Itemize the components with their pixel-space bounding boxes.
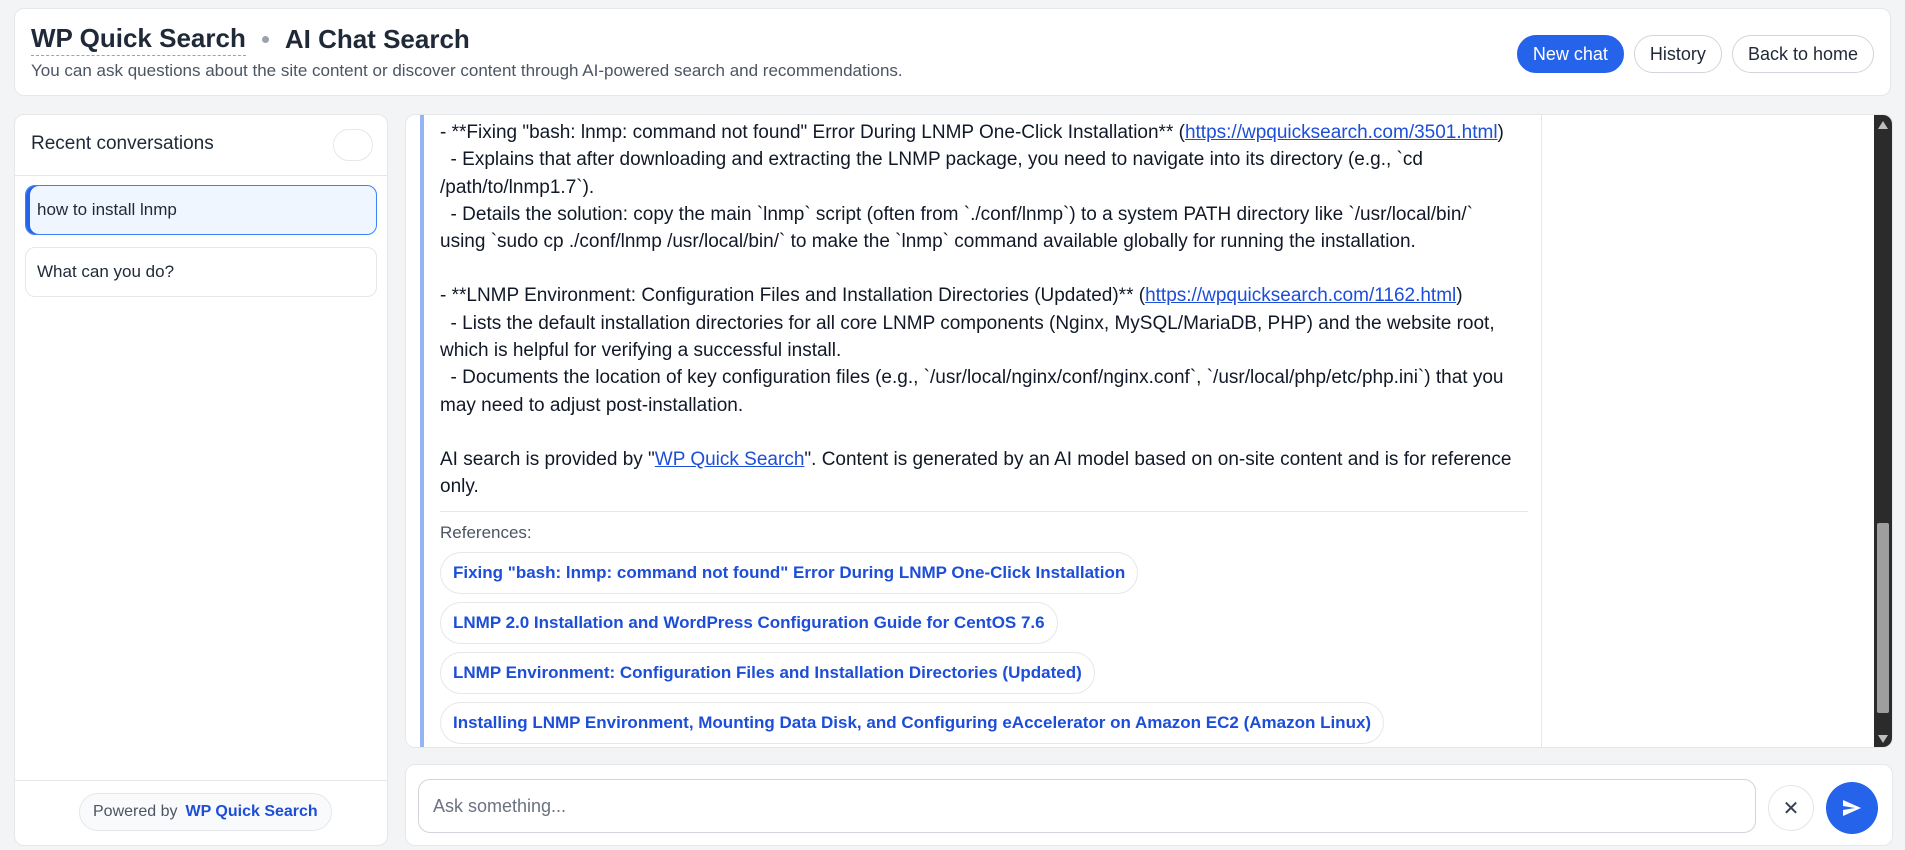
references-label: References: (440, 522, 532, 542)
message-line: - Lists the default installation directories for all core LNMP components (Nginx, MySQL/MariaDB, PHP) and the website root, (440, 312, 1495, 334)
message-text: ". Content is generated by an AI model based on on-site content and is for reference (804, 448, 1512, 470)
message-text: ) (1456, 285, 1463, 307)
page-title: AI Chat Search (284, 24, 470, 54)
divider (15, 780, 387, 781)
send-button[interactable] (1826, 782, 1878, 834)
chat-panel (405, 114, 1893, 748)
message-text: AI search is provided by " (440, 448, 655, 470)
message-line: - Details the solution: copy the main `lnmp` script (often from `./conf/lnmp`) to a system PATH directory like `/usr/local/bin/` (440, 203, 1474, 225)
message-line: /path/to/lnmp1.7`). (440, 176, 595, 198)
reference-chip[interactable]: LNMP Environment: Configuration Files and Installation Directories (Updated) (440, 652, 1095, 694)
scroll-up-arrow-icon[interactable] (1878, 121, 1888, 129)
history-button[interactable]: History (1634, 35, 1722, 73)
conversation-item[interactable]: What can you do? (25, 247, 377, 297)
reference-link[interactable]: https://wpquicksearch.com/1162.html (1145, 285, 1457, 307)
powered-by-badge[interactable] (79, 793, 332, 831)
message-text: - **LNMP Environment: Configuration Files and Installation Directories (Updated)** ( (440, 285, 1146, 307)
message-line (440, 119, 1546, 146)
sidebar (14, 114, 388, 846)
reference-chip[interactable]: Installing LNMP Environment, Mounting Data Disk, and Configuring eAccelerator on Amazon EC2 (Amazon Linux) (440, 702, 1384, 744)
title-row (31, 23, 470, 56)
assistant-message (420, 115, 1546, 748)
conversation-item-active[interactable]: how to install lnmp (25, 185, 377, 235)
message-line: using `sudo cp ./conf/lnmp /usr/local/bin/` to make the `lnmp` command available globally for running the installation. (440, 231, 1416, 253)
page-subtitle: You can ask questions about the site content or discover content through AI-powered search and recommendations. (31, 61, 903, 80)
powered-by-brand[interactable]: WP Quick Search (185, 803, 318, 820)
message-text: ) (1497, 122, 1504, 143)
panel-divider (1541, 115, 1542, 747)
message-text: - **Fixing "bash: lnmp: command not found" Error During LNMP One-Click Installation** ( (440, 122, 1185, 143)
page-header (14, 8, 1891, 96)
ask-input[interactable] (418, 779, 1756, 833)
scrollbar-thumb[interactable] (1877, 523, 1889, 713)
reference-link[interactable]: https://wpquicksearch.com/3501.html (1184, 122, 1498, 143)
divider (15, 175, 387, 176)
scroll-down-arrow-icon[interactable] (1878, 735, 1888, 743)
message-footer (440, 446, 1546, 473)
close-icon: ✕ (1782, 797, 1800, 820)
message-line (440, 282, 1546, 309)
message-line: - Documents the location of key configuration files (e.g., `/usr/local/nginx/conf/nginx.conf`, `/usr/local/php/etc/php.ini`) that you (440, 367, 1504, 389)
spacer (440, 255, 1546, 282)
send-icon (1840, 796, 1864, 820)
divider (440, 511, 1528, 512)
header-actions (1517, 35, 1874, 73)
sidebar-toggle[interactable] (333, 129, 373, 161)
message-line: may need to adjust post-installation. (440, 394, 744, 416)
title-separator-dot (262, 36, 269, 43)
message-line: - Explains that after downloading and extracting the LNMP package, you need to navigate into its directory (e.g., `cd (440, 149, 1423, 171)
reference-chip[interactable]: LNMP 2.0 Installation and WordPress Configuration Guide for CentOS 7.6 (440, 602, 1058, 644)
new-chat-button[interactable]: New chat (1517, 35, 1624, 73)
site-title-link[interactable]: WP Quick Search (31, 23, 246, 56)
powered-by-label: Powered by (93, 803, 178, 820)
composer (405, 764, 1893, 846)
clear-button[interactable] (1768, 785, 1814, 831)
message-footer: only. (440, 476, 479, 498)
wp-quick-search-link[interactable]: WP Quick Search (654, 448, 805, 470)
message-line: which is helpful for verifying a successful install. (440, 340, 842, 362)
reference-chip[interactable]: Fixing "bash: lnmp: command not found" Error During LNMP One-Click Installation (440, 552, 1138, 594)
back-home-button[interactable]: Back to home (1732, 35, 1874, 73)
scrollbar[interactable] (1874, 115, 1892, 748)
sidebar-title: Recent conversations (31, 133, 214, 154)
spacer (440, 419, 1546, 446)
